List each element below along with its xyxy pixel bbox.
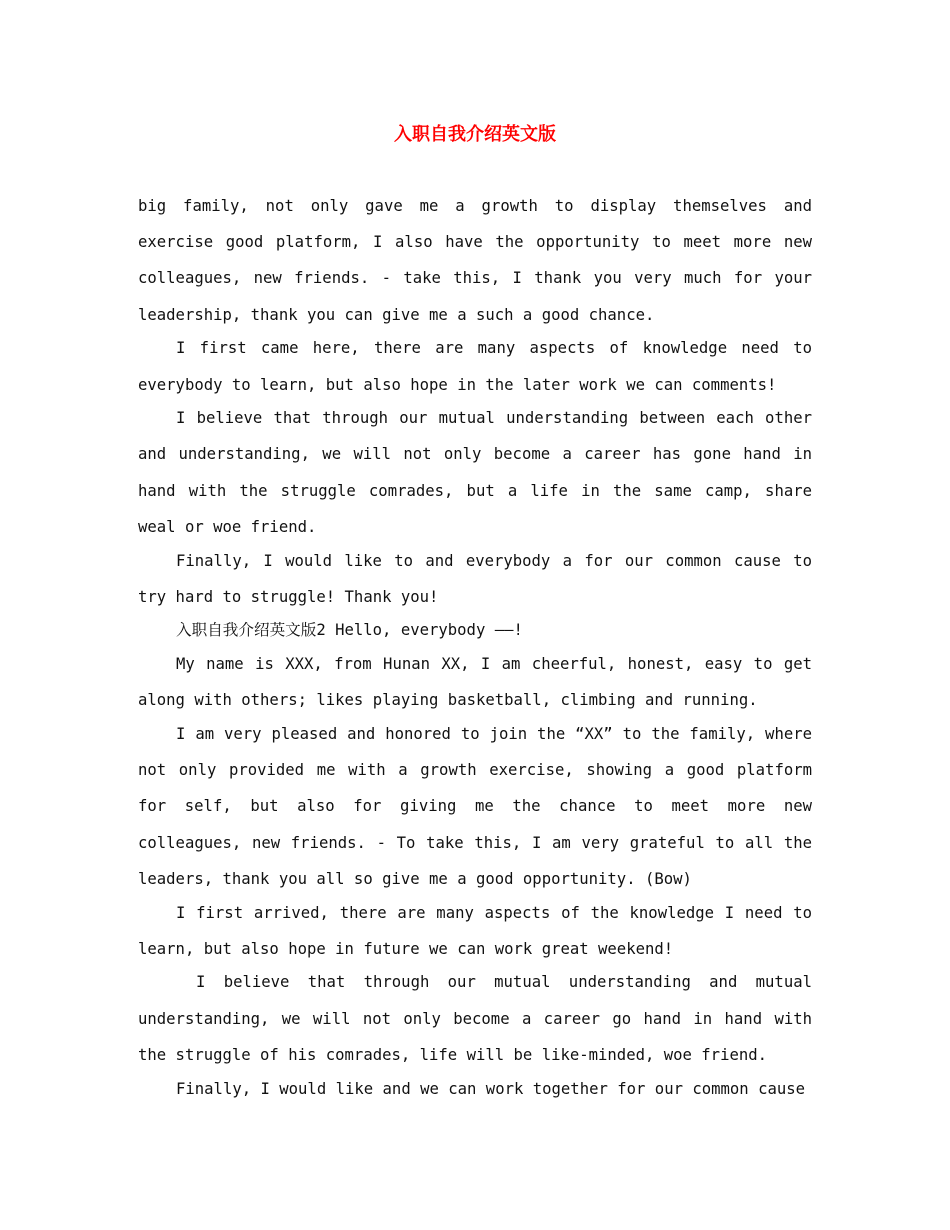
paragraph-3: I believe that through our mutual understanding between each other and understanding, we will not only become a career has gone hand in hand with the struggle comrades, but a life in the same camp, share weal or woe friend.: [138, 409, 812, 536]
section-heading-2: 入职自我介绍英文版2 Hello, everybody ——!: [176, 621, 523, 640]
paragraph-10: Finally, I would like and we can work together for our common cause: [176, 1079, 806, 1098]
paragraph-7: I am very pleased and honored to join the “XX” to the family, where not only provided me with a growth exercise, showing a good platform for self, but also for giving me the chance to meet more new colleagues, new friends. - To take this, I am very grateful to all the leaders, thank you all so give me a good opportunity. (Bow): [138, 725, 812, 888]
document-title: 入职自我介绍英文版: [394, 124, 556, 145]
paragraph-9: I believe that through our mutual understanding and mutual understanding, we will not only become a career go hand in hand with the struggle of his comrades, life will be like-minded, woe friend.: [138, 973, 812, 1064]
paragraph-4: Finally, I would like to and everybody a for our common cause to try hard to struggle! Thank you!: [138, 551, 812, 606]
paragraph-1: big family, not only gave me a growth to display themselves and exercise good platform, I also have the opportunity to meet more new colleagues, new friends. - take this, I thank you very much for your leadership, thank you can give me a such a good chance.: [138, 197, 812, 324]
paragraph-2: I first came here, there are many aspects of knowledge need to everybody to learn, but also hope in the later work we can comments!: [138, 339, 812, 394]
document-body: [138, 188, 812, 1107]
paragraph-6: My name is XXX, from Hunan XX, I am cheerful, honest, easy to get along with others; likes playing basketball, climbing and running.: [138, 655, 812, 710]
paragraph-8: I first arrived, there are many aspects of the knowledge I need to learn, but also hope in future we can work great weekend!: [138, 903, 812, 958]
